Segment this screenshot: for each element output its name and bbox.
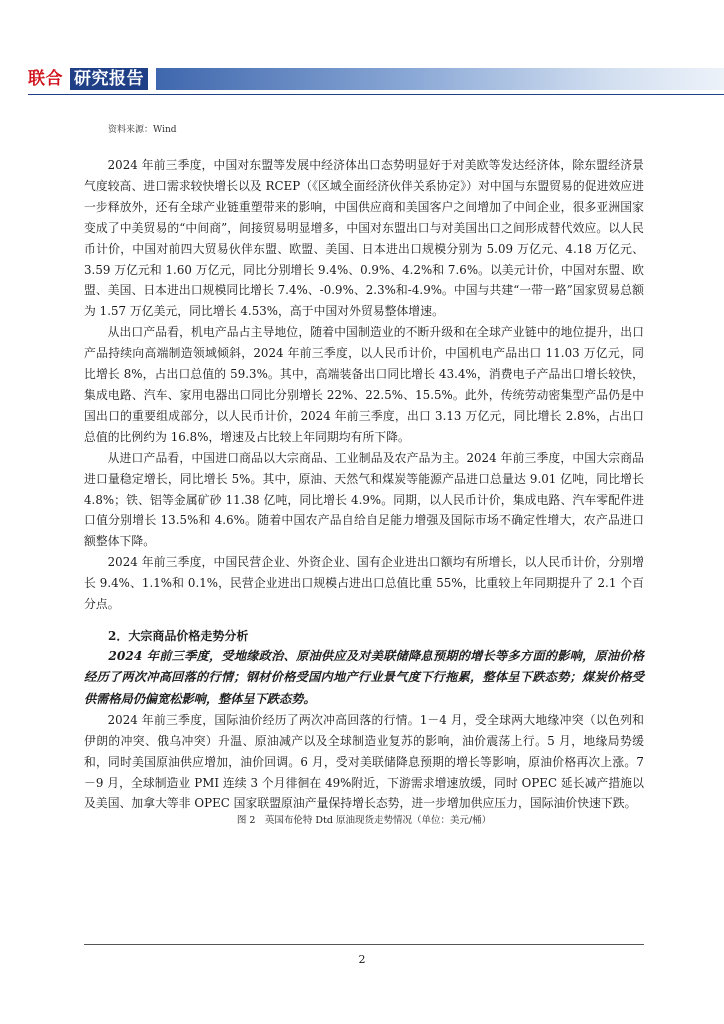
body-paragraph: 2024 年前三季度，中国对东盟等发展中经济体出口态势明显好于对美欧等发达经济体，除东盟经济景气度较高、进口需求较快增长以及 RCEP（《区域全面经济伙伴关系协定》）对中国与东盟贸易的促进效应进一步释放外，还有全球产业链重塑带来的影响，中国供应商和美国客户之间增加了中间企业，很多亚洲国家变成了中美贸易的“中间商”，间接贸易明显增多，中国对东盟出口与对美国出口之间形成替代效应。以人民币计价，中国对前四大贸易伙伴东盟、欧盟、美国、日本进出口规模分别为 5.09 万亿元、4.18 万亿元、3.59 万亿元和 1.60 万亿元，同比分别增长 9.4%、0.9%、4.2%和 7.6%。以美元计价，中国对东盟、欧盟、美国、日本进出口规模同比增长 7.4%、-0.9%、2.3%和-4.9%。中国与共建“一带一路”国家贸易总额为 1.57 万亿美元，同比增长 4.53%，高于中国对外贸易整体增速。: [84, 158, 644, 319]
report-header: [0, 66, 724, 92]
section-heading: 2．大宗商品价格走势分析: [108, 628, 249, 643]
brand-logo-red: 联合: [28, 69, 63, 89]
source-note: 资料来源：Wind: [108, 125, 177, 135]
body-paragraph: 从进口产品看，中国进口商品以大宗商品、工业制品及农产品为主。2024 年前三季度，中国大宗商品进口量稳定增长，同比增长 5%。其中，原油、天然气和煤炭等能源产品进口总量达 9.01 亿吨，同比增长 4.8%；铁、铝等金属矿砂 11.38 亿吨，同比增长 4.9%。同期，以人民币计价，集成电路、汽车零配件进口值分别增长 13.5%和 4.6%。随着中国农产品自给自足能力增强及国际市场不确定性增大，农产品进口额整体下降。: [84, 450, 644, 549]
section-summary: 2024 年前三季度，受地缘政治、原油供应及对美联储降息预期的增长等多方面的影响，原油价格经历了两次冲高回落的行情；钢材价格受国内地产行业景气度下行拖累，整体呈下跌态势；煤炭价格受供需格局仍偏宽松影响，整体呈下跌态势。: [84, 648, 644, 706]
body-paragraph: 从出口产品看，机电产品占主导地位，随着中国制造业的不断升级和在全球产业链中的地位提升，出口产品持续向高端制造领域倾斜，2024 年前三季度，以人民币计价，中国机电产品出口 11.03 万亿元，同比增长 8%，占出口总值的 59.3%。其中，高端装备出口同比增长 43.4%，消费电子产品出口增长较快，集成电路、汽车、家用电器出口同比分别增长 22%、22.5%、15.5%。此外，传统劳动密集型产品仍是中国出口的重要组成部分，以人民币计价，2024 年前三季度，出口 3.13 万亿元，同比增长 2.8%，占出口总值的比例约为 16.8%，增速及占比较上年同期均有所下降。: [84, 325, 644, 444]
body-paragraph: 2024 年前三季度，中国民营企业、外资企业、国有企业进出口额均有所增长，以人民币计价，分别增长 9.4%、1.1%和 0.1%，民营企业进出口规模占进出口总值比重 55%，比重较上年同期提升了 2.1 个百分点。: [84, 555, 644, 612]
header-divider: [28, 94, 724, 95]
page-number: 2: [358, 953, 366, 966]
header-gradient-bar: [156, 68, 724, 90]
brand-logo-blue: 研究报告: [70, 68, 148, 90]
figure-caption: 图 2 英国布伦特 Dtd 原油现货走势情况（单位：美元/桶）: [236, 815, 492, 827]
report-body: [84, 155, 644, 828]
body-paragraph: 2024 年前三季度，国际油价经历了两次冲高回落的行情。1－4 月，受全球两大地缘冲突（以色列和伊朗的冲突、俄乌冲突）升温、原油减产以及全球制造业复苏的影响，油价震荡上行。5 月，地缘局势缓和，同时美国原油供应增加，油价回调。6 月，受对美联储降息预期的增长等影响，原油价格再次上涨。7－9 月，全球制造业 PMI 连续 3 个月徘徊在 49%附近，下游需求增速放缓，同时 OPEC 延长减产措施以及美国、加拿大等非 OPEC 国家联盟原油产量保持增长态势，进一步增加供应压力，国际油价快速下跌。: [84, 712, 644, 811]
footer-divider: [84, 944, 644, 945]
